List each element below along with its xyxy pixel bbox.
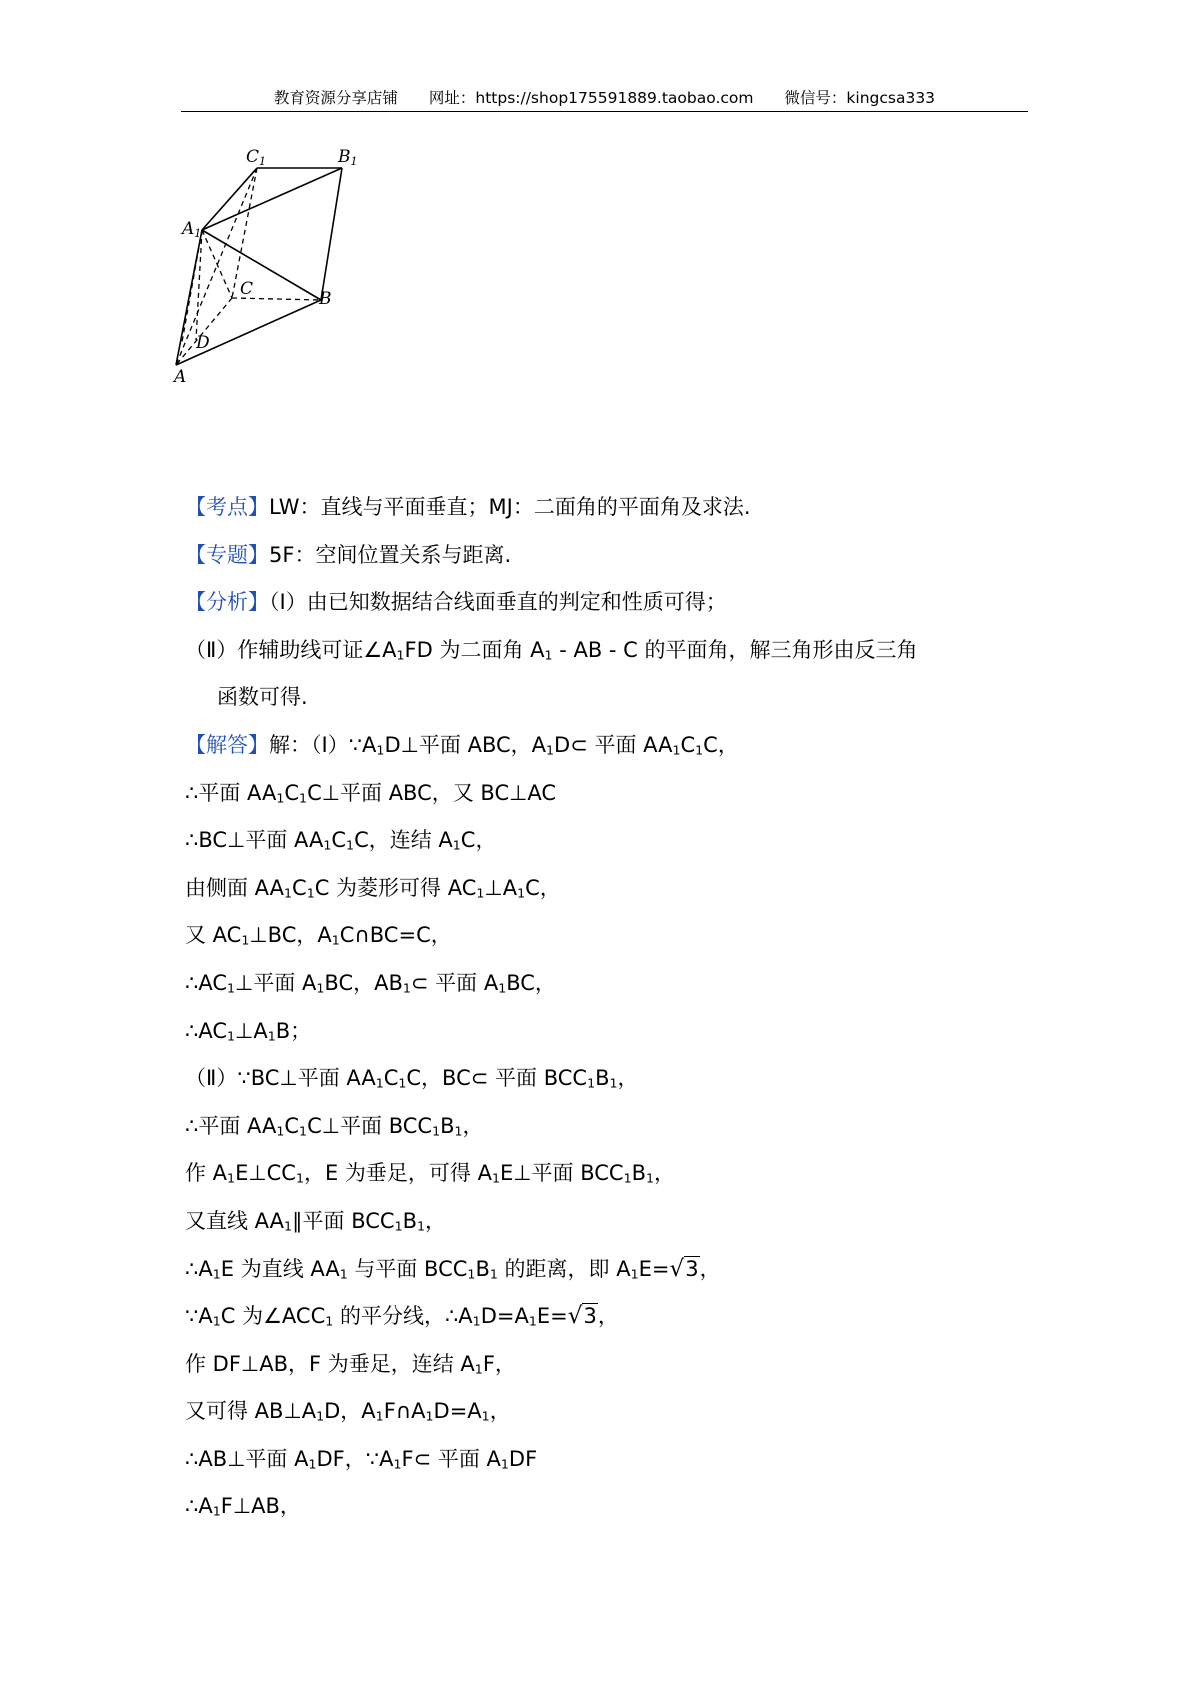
text-span: ∴AC	[185, 970, 228, 995]
header-rule	[181, 111, 1028, 112]
text-span: 的平分线，∴A	[333, 1304, 473, 1329]
subscript: 1	[227, 1028, 236, 1044]
text-span: C，	[525, 875, 561, 900]
subscript: 1	[212, 1503, 221, 1519]
text-line	[185, 912, 1035, 960]
text-span: D=A	[480, 1304, 529, 1329]
text-span: 5F：空间位置关系与距离.	[269, 542, 512, 567]
subscript: 1	[267, 1028, 276, 1044]
text-span: F，	[482, 1351, 516, 1376]
section-tag: 【解答】	[185, 732, 269, 757]
text-span: B	[631, 1161, 647, 1186]
subscript: 1	[276, 1123, 285, 1139]
subscript: 1	[276, 790, 285, 806]
sqrt-expression	[669, 1246, 699, 1294]
subscript: 1	[241, 932, 250, 948]
text-span: C，	[703, 732, 739, 757]
subscript: 1	[325, 1313, 334, 1329]
subscript: 1	[695, 742, 704, 758]
label-d: D	[196, 333, 210, 353]
text-span: ，	[489, 1399, 511, 1424]
subscript: 1	[476, 885, 485, 901]
text-span: ∴平面 AA	[185, 780, 277, 805]
text-span: ⊥A	[484, 875, 518, 900]
text-span: B	[440, 1113, 455, 1138]
subscript: 1	[376, 742, 385, 758]
subscript: 1	[517, 885, 526, 901]
subscript: 1	[646, 1170, 655, 1186]
text-span: C	[284, 780, 300, 805]
subscript: 1	[331, 932, 340, 948]
subscript: 1	[630, 1266, 639, 1282]
subscript: 1	[546, 742, 555, 758]
subscript: 1	[452, 837, 461, 853]
text-line	[185, 1008, 1035, 1056]
subscript: 1	[346, 837, 355, 853]
subscript: 1	[500, 1456, 509, 1472]
text-span: 与平面 BCC	[347, 1256, 468, 1281]
sqrt-sign: √	[669, 1255, 685, 1282]
text-line	[185, 817, 1035, 865]
subscript: 1	[489, 1266, 498, 1282]
text-span: E=	[638, 1256, 670, 1281]
text-span: ∴A	[185, 1494, 213, 1519]
subscript: 1	[402, 980, 411, 996]
text-span: BC，AB	[324, 970, 403, 995]
text-span: D=A	[433, 1399, 482, 1424]
text-span: ，	[617, 1066, 639, 1091]
text-span: F⊥AB，	[220, 1494, 301, 1519]
text-span: ∥平面 BCC	[292, 1208, 395, 1233]
text-span: ⊥BC，A	[249, 923, 332, 948]
text-span: 作 DF⊥AB，F 为垂足，连结 A	[185, 1351, 475, 1376]
header-site[interactable]: 网址：https://shop175591889.taobao.com	[428, 89, 754, 107]
subscript: 1	[227, 980, 236, 996]
text-line	[185, 1055, 1035, 1103]
text-line	[185, 1483, 1035, 1531]
subscript: 1	[623, 1170, 632, 1186]
text-line	[185, 579, 1035, 627]
subscript: 1	[306, 885, 315, 901]
subscript: 1	[227, 1170, 236, 1186]
solution-content	[185, 484, 1035, 1531]
subscript: 1	[544, 647, 553, 663]
text-span: B	[475, 1256, 490, 1281]
text-line	[185, 484, 1035, 532]
text-span: ⊥A	[235, 1018, 268, 1043]
text-span: BC，	[506, 970, 556, 995]
header-shop: 教育资源分享店铺	[273, 89, 398, 107]
text-line	[185, 865, 1035, 913]
label-b1: B1	[338, 147, 358, 168]
subscript: 1	[375, 1075, 384, 1091]
text-span: （Ⅱ）作辅助线可证∠A	[185, 637, 397, 662]
text-span: B；	[275, 1018, 312, 1043]
text-line	[185, 627, 1035, 675]
subscript: 1	[299, 790, 308, 806]
prism-figure	[174, 147, 400, 420]
text-span: E⊥平面 BCC	[499, 1161, 624, 1186]
edge-a1-b1	[202, 168, 342, 230]
text-span: ∴平面 AA	[185, 1113, 277, 1138]
subscript: 1	[212, 1313, 221, 1329]
subscript: 1	[481, 1408, 490, 1424]
text-span: 解：（Ⅰ）∵A	[269, 732, 377, 757]
text-line	[185, 532, 1035, 580]
text-span: C	[331, 828, 347, 853]
sqrt-radicand: 3	[583, 1304, 597, 1329]
text-span: 作 A	[185, 1161, 228, 1186]
text-span: B	[402, 1208, 417, 1233]
text-line	[185, 674, 1035, 722]
subscript: 1	[316, 1408, 325, 1424]
text-span: ，	[654, 1161, 676, 1186]
text-line	[185, 1198, 1035, 1246]
label-a1: A1	[182, 219, 202, 240]
text-span: C	[383, 1066, 399, 1091]
text-span: E⊥CC	[235, 1161, 296, 1186]
text-span: C	[680, 732, 696, 757]
subscript: 1	[323, 837, 332, 853]
text-line	[185, 1103, 1035, 1151]
text-span: ，	[462, 1113, 484, 1138]
subscript: 1	[396, 647, 405, 663]
edge-b1-b	[321, 168, 342, 300]
subscript: 1	[375, 1408, 384, 1424]
label-c1: C1	[246, 147, 267, 168]
text-span: C∩BC=C，	[339, 923, 452, 948]
text-span: C	[284, 1113, 300, 1138]
subscript: 1	[417, 1218, 426, 1234]
subscript: 1	[474, 1361, 483, 1377]
text-span: - AB - C 的平面角，解三角形由反三角	[552, 637, 918, 662]
text-span: ，	[425, 1208, 447, 1233]
edge-a1-b	[202, 230, 321, 300]
text-line	[185, 722, 1035, 770]
text-span: ∴A	[185, 1256, 213, 1281]
text-line	[185, 770, 1035, 818]
sqrt-expression	[568, 1293, 598, 1341]
subscript: 1	[672, 742, 681, 758]
text-span: DF	[508, 1446, 538, 1471]
text-span: C⊥平面 ABC，又 BC⊥AC	[307, 780, 557, 805]
text-span: ∴AB⊥平面 A	[185, 1446, 309, 1471]
text-span: 又直线 AA	[185, 1208, 284, 1233]
subscript: 1	[394, 1218, 403, 1234]
text-span: ∴BC⊥平面 AA	[185, 828, 324, 853]
text-span: C 为菱形可得 AC	[314, 875, 477, 900]
text-line	[185, 1341, 1035, 1389]
text-span: ，E 为垂足，可得 A	[303, 1161, 492, 1186]
subscript: 1	[454, 1123, 463, 1139]
header-wechat: 微信号：kingcsa333	[784, 89, 936, 107]
text-span: 由侧面 AA	[185, 875, 284, 900]
text-span: B	[595, 1066, 610, 1091]
text-line	[185, 960, 1035, 1008]
label-c: C	[240, 279, 254, 299]
subscript: 1	[212, 1266, 221, 1282]
subscript: 1	[295, 1170, 304, 1186]
sqrt-radicand: 3	[685, 1256, 699, 1281]
text-span: D，A	[324, 1399, 376, 1424]
section-tag: 【考点】	[185, 495, 269, 519]
text-span: C 为∠ACC	[220, 1304, 326, 1329]
text-span: （Ⅱ）∵BC⊥平面 AA	[185, 1066, 376, 1091]
label-b: B	[319, 289, 332, 309]
subscript: 1	[284, 1218, 293, 1234]
subscript: 1	[425, 1408, 434, 1424]
text-span: F∩A	[383, 1399, 426, 1424]
subscript: 1	[472, 1313, 481, 1329]
text-span: LW：直线与平面垂直；MJ：二面角的平面角及求法.	[269, 495, 751, 519]
subscript: 1	[609, 1075, 618, 1091]
section-tag: 【分析】	[185, 590, 269, 615]
text-span: 又 AC	[185, 923, 242, 948]
text-span: E 为直线 AA	[220, 1256, 340, 1281]
subscript: 1	[339, 1266, 348, 1282]
text-line	[185, 1436, 1035, 1484]
text-span: C，BC⊂ 平面 BCC	[406, 1066, 588, 1091]
text-line	[185, 1293, 1035, 1341]
text-span: ⊂ 平面 A	[410, 970, 499, 995]
text-span: C，	[460, 828, 497, 853]
text-span: ∴AC	[185, 1018, 228, 1043]
page-header	[181, 86, 1028, 110]
subscript: 1	[491, 1170, 500, 1186]
subscript: 1	[528, 1313, 537, 1329]
text-span: C	[292, 875, 307, 900]
text-span: C⊥平面 BCC	[307, 1113, 433, 1138]
text-span: D⊥平面 ABC，A	[384, 732, 547, 757]
text-span: ，	[597, 1304, 619, 1329]
text-span: C，连结 A	[354, 828, 453, 853]
subscript: 1	[467, 1266, 476, 1282]
text-span: 的距离，即 A	[497, 1256, 631, 1281]
text-span: DF，∵A	[316, 1446, 394, 1471]
text-span: E=	[536, 1304, 568, 1329]
text-line	[185, 1150, 1035, 1198]
text-span: 函数可得.	[217, 685, 308, 710]
subscript: 1	[308, 1456, 317, 1472]
label-a: A	[174, 367, 187, 387]
subscript: 1	[316, 980, 325, 996]
subscript: 1	[393, 1456, 402, 1472]
subscript: 1	[284, 885, 293, 901]
text-span: 又可得 AB⊥A	[185, 1399, 317, 1424]
subscript: 1	[587, 1075, 596, 1091]
edge-c1-a1	[202, 168, 257, 230]
text-span: （Ⅰ）由已知数据结合线面垂直的判定和性质可得；	[269, 590, 727, 615]
text-span: ⊥平面 A	[235, 970, 317, 995]
sqrt-sign: √	[567, 1303, 583, 1330]
text-span: D⊂ 平面 AA	[554, 732, 673, 757]
subscript: 1	[432, 1123, 441, 1139]
edge-c1-a	[176, 168, 257, 365]
text-span: ，	[699, 1256, 721, 1281]
text-line	[185, 1246, 1035, 1294]
text-line	[185, 1388, 1035, 1436]
subscript: 1	[398, 1075, 407, 1091]
subscript: 1	[498, 980, 507, 996]
text-span: ∵A	[185, 1304, 213, 1329]
text-span: FD 为二面角 A	[404, 637, 545, 662]
text-span: F⊂ 平面 A	[401, 1446, 501, 1471]
subscript: 1	[299, 1123, 308, 1139]
section-tag: 【专题】	[185, 542, 269, 567]
